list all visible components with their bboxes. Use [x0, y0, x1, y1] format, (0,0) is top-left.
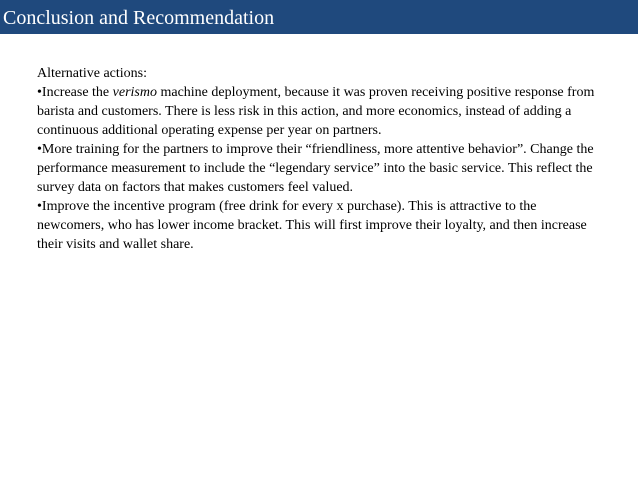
intro-text: Alternative actions: [37, 66, 148, 81]
bullet-verismo-prefix: •Increase the [37, 85, 113, 100]
bullet-incentive: •Improve the incentive program (free drink for every x purchase). This is attractive to the newcomers, who has lower income bracket. This will first improve their loyalty, and then increase their visits and wallet share. [37, 199, 587, 252]
bullet-verismo-emphasis: verismo [112, 85, 157, 100]
slide-title: Conclusion and Recommendation [3, 7, 275, 29]
bullet-verismo-text: machine deployment, because it was proven receiving positive response from barista and customers. There is less risk in this action, and more economics, instead of adding a continuous additional operating expense per year on partners. [37, 85, 595, 138]
bullet-training: •More training for the partners to improve their “friendliness, more attentive behavior”. Change the performance measurement to include the “legendary service” into the basic service. This reflect the survey data on factors that makes customers feel valued. [37, 142, 594, 195]
title-bar [0, 0, 638, 34]
slide-body [37, 64, 597, 254]
bullet-verismo [37, 83, 597, 140]
